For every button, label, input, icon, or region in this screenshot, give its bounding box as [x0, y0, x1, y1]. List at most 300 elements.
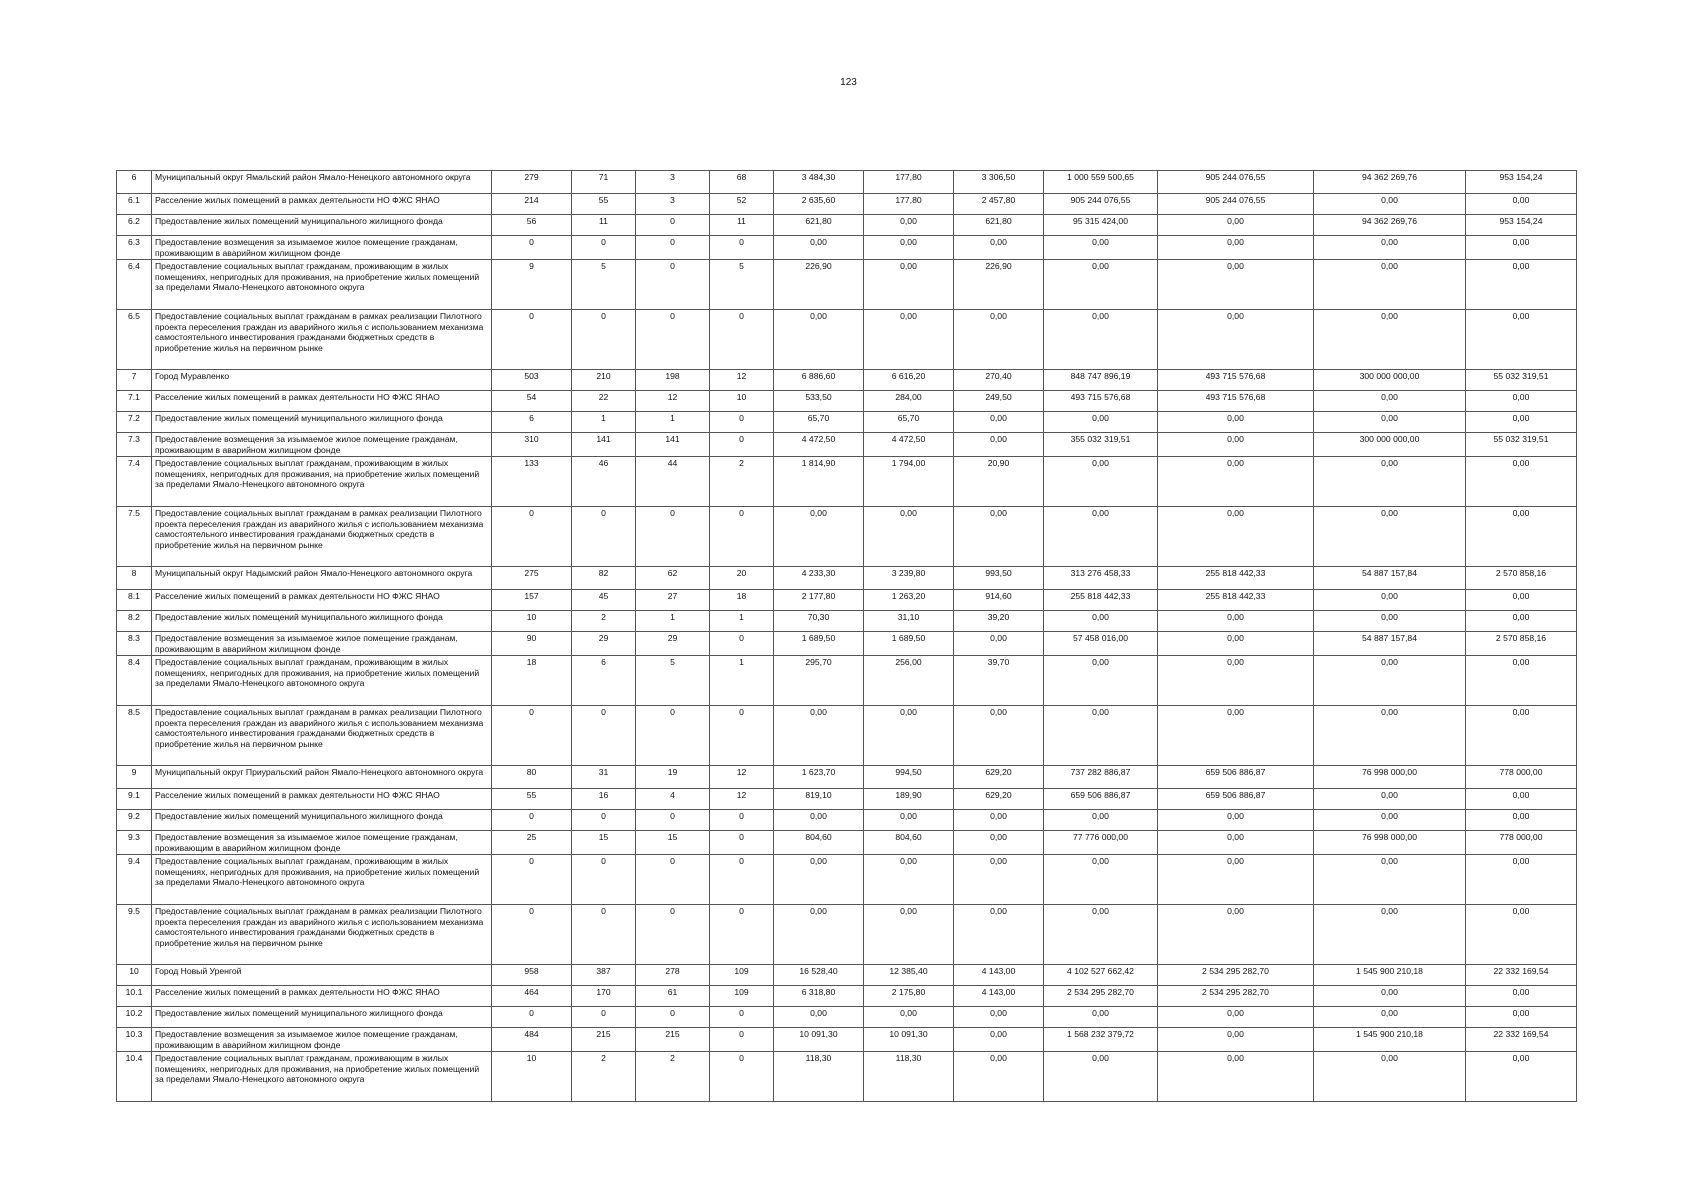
value-cell: 0	[636, 310, 710, 370]
value-cell: 68	[710, 171, 774, 194]
table-row	[117, 1007, 1577, 1028]
value-cell: 31,10	[864, 611, 954, 632]
value-cell: 313 276 458,33	[1044, 567, 1158, 590]
value-cell: 0,00	[1314, 706, 1466, 766]
value-cell: 6 616,20	[864, 370, 954, 391]
row-name-cell: Муниципальный округ Надымский район Ямало-Ненецкого автономного округа	[152, 567, 492, 590]
value-cell: 0,00	[1044, 810, 1158, 831]
value-cell: 226,90	[774, 260, 864, 310]
value-cell: 270,40	[954, 370, 1044, 391]
page-number: 123	[840, 77, 857, 88]
value-cell: 4 472,50	[864, 433, 954, 457]
table-row	[117, 171, 1577, 194]
value-cell: 0,00	[774, 855, 864, 905]
row-name-cell: Предоставление возмещения за изымаемое жилое помещение гражданам, проживающим в аварийном жилищном фонде	[152, 831, 492, 855]
table-row	[117, 766, 1577, 789]
value-cell: 0,00	[1466, 194, 1577, 215]
value-cell: 0,00	[1044, 507, 1158, 567]
value-cell: 55	[492, 789, 572, 810]
value-cell: 0,00	[1158, 310, 1314, 370]
row-name-cell: Расселение жилых помещений в рамках деятельности НО ФЖС ЯНАО	[152, 789, 492, 810]
value-cell: 0,00	[774, 507, 864, 567]
value-cell: 55	[572, 194, 636, 215]
row-number-cell: 8.3	[117, 632, 152, 656]
value-cell: 189,90	[864, 789, 954, 810]
value-cell: 0,00	[954, 632, 1044, 656]
row-name-cell: Предоставление жилых помещений муниципального жилищного фонда	[152, 810, 492, 831]
value-cell: 0	[636, 260, 710, 310]
value-cell: 25	[492, 831, 572, 855]
value-cell: 905 244 076,55	[1044, 194, 1158, 215]
table-row	[117, 831, 1577, 855]
value-cell: 905 244 076,55	[1158, 194, 1314, 215]
value-cell: 310	[492, 433, 572, 457]
row-name-cell: Предоставление жилых помещений муниципального жилищного фонда	[152, 1007, 492, 1028]
value-cell: 57 458 016,00	[1044, 632, 1158, 656]
value-cell: 0	[636, 507, 710, 567]
row-name-cell: Город Муравленко	[152, 370, 492, 391]
value-cell: 629,20	[954, 789, 1044, 810]
value-cell: 0,00	[954, 831, 1044, 855]
value-cell: 0,00	[864, 507, 954, 567]
table-row	[117, 1052, 1577, 1102]
value-cell: 54 887 157,84	[1314, 632, 1466, 656]
value-cell: 0,00	[954, 810, 1044, 831]
value-cell: 255 818 442,33	[1158, 567, 1314, 590]
value-cell: 953 154,24	[1466, 215, 1577, 236]
value-cell: 10 091,30	[774, 1028, 864, 1052]
value-cell: 3 239,80	[864, 567, 954, 590]
value-cell: 0,00	[1314, 391, 1466, 412]
value-cell: 6	[572, 656, 636, 706]
table-row	[117, 370, 1577, 391]
value-cell: 22 332 169,54	[1466, 1028, 1577, 1052]
value-cell: 0,00	[864, 855, 954, 905]
row-number-cell: 9.3	[117, 831, 152, 855]
value-cell: 0,00	[864, 236, 954, 260]
row-name-cell: Муниципальный округ Приуральский район Ямало-Ненецкого автономного округа	[152, 766, 492, 789]
value-cell: 0	[492, 810, 572, 831]
row-name-cell: Расселение жилых помещений в рамках деятельности НО ФЖС ЯНАО	[152, 194, 492, 215]
value-cell: 2 534 295 282,70	[1044, 986, 1158, 1007]
value-cell: 300 000 000,00	[1314, 433, 1466, 457]
value-cell: 0,00	[864, 310, 954, 370]
value-cell: 953 154,24	[1466, 171, 1577, 194]
value-cell: 0,00	[1158, 611, 1314, 632]
value-cell: 629,20	[954, 766, 1044, 789]
value-cell: 255 818 442,33	[1158, 590, 1314, 611]
value-cell: 464	[492, 986, 572, 1007]
value-cell: 0,00	[954, 236, 1044, 260]
value-cell: 0,00	[1044, 1052, 1158, 1102]
table-row	[117, 236, 1577, 260]
value-cell: 177,80	[864, 171, 954, 194]
table-row	[117, 194, 1577, 215]
value-cell: 0,00	[1158, 260, 1314, 310]
value-cell: 0,00	[1044, 706, 1158, 766]
value-cell: 503	[492, 370, 572, 391]
value-cell: 0,00	[1466, 236, 1577, 260]
value-cell: 0,00	[954, 1052, 1044, 1102]
row-number-cell: 8	[117, 567, 152, 590]
row-name-cell: Расселение жилых помещений в рамках деятельности НО ФЖС ЯНАО	[152, 590, 492, 611]
value-cell: 279	[492, 171, 572, 194]
table-row	[117, 905, 1577, 965]
value-cell: 0,00	[1314, 310, 1466, 370]
row-number-cell: 8.4	[117, 656, 152, 706]
value-cell: 3 484,30	[774, 171, 864, 194]
value-cell: 170	[572, 986, 636, 1007]
value-cell: 0	[710, 706, 774, 766]
value-cell: 20	[710, 567, 774, 590]
value-cell: 284,00	[864, 391, 954, 412]
value-cell: 29	[572, 632, 636, 656]
table-row	[117, 260, 1577, 310]
value-cell: 6 318,80	[774, 986, 864, 1007]
value-cell: 2 570 858,16	[1466, 567, 1577, 590]
data-table	[116, 170, 1577, 1102]
value-cell: 133	[492, 457, 572, 507]
value-cell: 0	[636, 706, 710, 766]
value-cell: 44	[636, 457, 710, 507]
value-cell: 0,00	[1044, 412, 1158, 433]
value-cell: 0,00	[1158, 507, 1314, 567]
value-cell: 0,00	[1466, 391, 1577, 412]
row-name-cell: Предоставление социальных выплат гражданам, проживающим в жилых помещениях, непригодных для проживания, на приобретение жилых помещений за пределами Ямало-Ненецкого автономного округа	[152, 260, 492, 310]
value-cell: 0	[636, 855, 710, 905]
value-cell: 9	[492, 260, 572, 310]
value-cell: 15	[636, 831, 710, 855]
value-cell: 493 715 576,68	[1044, 391, 1158, 412]
value-cell: 90	[492, 632, 572, 656]
value-cell: 0,00	[954, 433, 1044, 457]
value-cell: 1 689,50	[864, 632, 954, 656]
row-name-cell: Расселение жилых помещений в рамках деятельности НО ФЖС ЯНАО	[152, 391, 492, 412]
value-cell: 141	[636, 433, 710, 457]
value-cell: 0	[710, 905, 774, 965]
value-cell: 0	[636, 905, 710, 965]
value-cell: 0,00	[1044, 236, 1158, 260]
value-cell: 3	[636, 171, 710, 194]
value-cell: 0,00	[1314, 412, 1466, 433]
value-cell: 278	[636, 965, 710, 986]
row-number-cell: 6.2	[117, 215, 152, 236]
value-cell: 226,90	[954, 260, 1044, 310]
row-number-cell: 10.1	[117, 986, 152, 1007]
row-number-cell: 10.2	[117, 1007, 152, 1028]
value-cell: 0	[710, 1007, 774, 1028]
value-cell: 12	[710, 766, 774, 789]
value-cell: 56	[492, 215, 572, 236]
row-name-cell: Предоставление жилых помещений муниципального жилищного фонда	[152, 412, 492, 433]
value-cell: 71	[572, 171, 636, 194]
value-cell: 0	[710, 433, 774, 457]
row-name-cell: Муниципальный округ Ямальский район Ямало-Ненецкого автономного округа	[152, 171, 492, 194]
value-cell: 484	[492, 1028, 572, 1052]
value-cell: 0,00	[1158, 433, 1314, 457]
value-cell: 18	[492, 656, 572, 706]
row-name-cell: Предоставление социальных выплат гражданам в рамках реализации Пилотного проекта переселения граждан из аварийного жилья с использованием механизма самостоятельного инвестирования гражданами бюджетных средств в приобретение жилья на первичном рынке	[152, 507, 492, 567]
row-name-cell: Расселение жилых помещений в рамках деятельности НО ФЖС ЯНАО	[152, 986, 492, 1007]
value-cell: 54	[492, 391, 572, 412]
value-cell: 4	[636, 789, 710, 810]
table-row	[117, 215, 1577, 236]
value-cell: 295,70	[774, 656, 864, 706]
value-cell: 659 506 886,87	[1158, 789, 1314, 810]
row-number-cell: 6.5	[117, 310, 152, 370]
value-cell: 141	[572, 433, 636, 457]
value-cell: 0,00	[1314, 855, 1466, 905]
value-cell: 0,00	[774, 905, 864, 965]
value-cell: 0,00	[1314, 611, 1466, 632]
row-number-cell: 6.3	[117, 236, 152, 260]
value-cell: 31	[572, 766, 636, 789]
value-cell: 0,00	[1044, 457, 1158, 507]
row-number-cell: 9	[117, 766, 152, 789]
value-cell: 0,00	[954, 1028, 1044, 1052]
value-cell: 70,30	[774, 611, 864, 632]
value-cell: 387	[572, 965, 636, 986]
value-cell: 1 814,90	[774, 457, 864, 507]
value-cell: 0	[572, 310, 636, 370]
value-cell: 6	[492, 412, 572, 433]
row-name-cell: Предоставление социальных выплат гражданам в рамках реализации Пилотного проекта переселения граждан из аварийного жилья с использованием механизма самостоятельного инвестирования гражданами бюджетных средств в приобретение жилья на первичном рынке	[152, 905, 492, 965]
value-cell: 659 506 886,87	[1158, 766, 1314, 789]
value-cell: 0,00	[864, 905, 954, 965]
value-cell: 0,00	[864, 215, 954, 236]
value-cell: 0,00	[1314, 905, 1466, 965]
value-cell: 0	[572, 905, 636, 965]
value-cell: 0	[710, 412, 774, 433]
value-cell: 1 263,20	[864, 590, 954, 611]
value-cell: 12	[710, 789, 774, 810]
row-name-cell: Предоставление жилых помещений муниципального жилищного фонда	[152, 611, 492, 632]
value-cell: 0,00	[774, 706, 864, 766]
value-cell: 493 715 576,68	[1158, 370, 1314, 391]
value-cell: 215	[572, 1028, 636, 1052]
value-cell: 1 623,70	[774, 766, 864, 789]
table-row	[117, 310, 1577, 370]
value-cell: 61	[636, 986, 710, 1007]
table-row	[117, 965, 1577, 986]
value-cell: 46	[572, 457, 636, 507]
value-cell: 22 332 169,54	[1466, 965, 1577, 986]
value-cell: 94 362 269,76	[1314, 215, 1466, 236]
row-name-cell: Предоставление социальных выплат гражданам в рамках реализации Пилотного проекта переселения граждан из аварийного жилья с использованием механизма самостоятельного инвестирования гражданами бюджетных средств в приобретение жилья на первичном рынке	[152, 706, 492, 766]
value-cell: 4 233,30	[774, 567, 864, 590]
value-cell: 0	[710, 310, 774, 370]
row-number-cell: 7.5	[117, 507, 152, 567]
value-cell: 0,00	[954, 412, 1044, 433]
value-cell: 804,60	[774, 831, 864, 855]
row-name-cell: Предоставление жилых помещений муниципального жилищного фонда	[152, 215, 492, 236]
value-cell: 0,00	[1158, 831, 1314, 855]
value-cell: 65,70	[864, 412, 954, 433]
value-cell: 0,00	[1158, 706, 1314, 766]
row-number-cell: 8.1	[117, 590, 152, 611]
value-cell: 0,00	[1314, 1052, 1466, 1102]
value-cell: 0,00	[954, 905, 1044, 965]
value-cell: 0,00	[1158, 1007, 1314, 1028]
value-cell: 0,00	[1158, 656, 1314, 706]
value-cell: 55 032 319,51	[1466, 433, 1577, 457]
value-cell: 0,00	[774, 310, 864, 370]
row-number-cell: 7	[117, 370, 152, 391]
value-cell: 659 506 886,87	[1044, 789, 1158, 810]
value-cell: 20,90	[954, 457, 1044, 507]
value-cell: 0,00	[1314, 986, 1466, 1007]
value-cell: 5	[636, 656, 710, 706]
value-cell: 29	[636, 632, 710, 656]
value-cell: 0,00	[1466, 810, 1577, 831]
value-cell: 0	[710, 1052, 774, 1102]
value-cell: 214	[492, 194, 572, 215]
value-cell: 76 998 000,00	[1314, 766, 1466, 789]
value-cell: 4 102 527 662,42	[1044, 965, 1158, 986]
value-cell: 0,00	[1314, 810, 1466, 831]
row-number-cell: 7.1	[117, 391, 152, 412]
table-row	[117, 507, 1577, 567]
value-cell: 3 306,50	[954, 171, 1044, 194]
value-cell: 65,70	[774, 412, 864, 433]
row-name-cell: Предоставление возмещения за изымаемое жилое помещение гражданам, проживающим в аварийном жилищном фонде	[152, 632, 492, 656]
value-cell: 0,00	[774, 236, 864, 260]
row-number-cell: 7.2	[117, 412, 152, 433]
value-cell: 0	[492, 706, 572, 766]
value-cell: 0,00	[1466, 590, 1577, 611]
value-cell: 737 282 886,87	[1044, 766, 1158, 789]
value-cell: 533,50	[774, 391, 864, 412]
value-cell: 10	[492, 1052, 572, 1102]
value-cell: 39,20	[954, 611, 1044, 632]
value-cell: 0,00	[1466, 310, 1577, 370]
value-cell: 0,00	[1314, 656, 1466, 706]
value-cell: 52	[710, 194, 774, 215]
value-cell: 1	[636, 412, 710, 433]
table-row	[117, 789, 1577, 810]
value-cell: 4 472,50	[774, 433, 864, 457]
value-cell: 109	[710, 986, 774, 1007]
table-row	[117, 632, 1577, 656]
table-row	[117, 391, 1577, 412]
value-cell: 2 175,80	[864, 986, 954, 1007]
value-cell: 0,00	[1158, 1052, 1314, 1102]
value-cell: 1 545 900 210,18	[1314, 1028, 1466, 1052]
value-cell: 256,00	[864, 656, 954, 706]
row-number-cell: 9.2	[117, 810, 152, 831]
value-cell: 0	[492, 1007, 572, 1028]
value-cell: 0	[572, 706, 636, 766]
value-cell: 1	[572, 412, 636, 433]
value-cell: 300 000 000,00	[1314, 370, 1466, 391]
value-cell: 0,00	[1158, 905, 1314, 965]
value-cell: 0	[572, 507, 636, 567]
value-cell: 10	[492, 611, 572, 632]
value-cell: 0	[710, 507, 774, 567]
value-cell: 0	[710, 1028, 774, 1052]
row-number-cell: 7.4	[117, 457, 152, 507]
row-name-cell: Предоставление социальных выплат гражданам, проживающим в жилых помещениях, непригодных для проживания, на приобретение жилых помещений за пределами Ямало-Ненецкого автономного округа	[152, 855, 492, 905]
row-number-cell: 9.1	[117, 789, 152, 810]
value-cell: 177,80	[864, 194, 954, 215]
value-cell: 0,00	[1314, 260, 1466, 310]
table-row	[117, 656, 1577, 706]
value-cell: 215	[636, 1028, 710, 1052]
value-cell: 0	[636, 236, 710, 260]
value-cell: 0,00	[1158, 236, 1314, 260]
value-cell: 0,00	[1314, 507, 1466, 567]
value-cell: 0	[492, 310, 572, 370]
value-cell: 1	[710, 611, 774, 632]
value-cell: 16 528,40	[774, 965, 864, 986]
value-cell: 0,00	[1466, 656, 1577, 706]
row-number-cell: 6.4	[117, 260, 152, 310]
value-cell: 2 570 858,16	[1466, 632, 1577, 656]
row-name-cell: Предоставление социальных выплат гражданам, проживающим в жилых помещениях, непригодных для проживания, на приобретение жилых помещений за пределами Ямало-Ненецкого автономного округа	[152, 1052, 492, 1102]
table-row	[117, 855, 1577, 905]
value-cell: 958	[492, 965, 572, 986]
value-cell: 18	[710, 590, 774, 611]
value-cell: 0,00	[1466, 855, 1577, 905]
value-cell: 0,00	[954, 507, 1044, 567]
value-cell: 80	[492, 766, 572, 789]
value-cell: 109	[710, 965, 774, 986]
row-number-cell: 8.2	[117, 611, 152, 632]
value-cell: 5	[572, 260, 636, 310]
row-name-cell: Город Новый Уренгой	[152, 965, 492, 986]
value-cell: 493 715 576,68	[1158, 391, 1314, 412]
value-cell: 76 998 000,00	[1314, 831, 1466, 855]
value-cell: 0,00	[1466, 706, 1577, 766]
value-cell: 5	[710, 260, 774, 310]
table-row	[117, 457, 1577, 507]
value-cell: 0,00	[954, 855, 1044, 905]
value-cell: 0,00	[864, 260, 954, 310]
value-cell: 778 000,00	[1466, 831, 1577, 855]
value-cell: 0	[710, 831, 774, 855]
value-cell: 3	[636, 194, 710, 215]
value-cell: 0,00	[1044, 656, 1158, 706]
value-cell: 621,80	[774, 215, 864, 236]
value-cell: 19	[636, 766, 710, 789]
value-cell: 0	[492, 855, 572, 905]
value-cell: 12 385,40	[864, 965, 954, 986]
value-cell: 2 534 295 282,70	[1158, 986, 1314, 1007]
value-cell: 2	[572, 611, 636, 632]
table-row	[117, 706, 1577, 766]
table-row	[117, 1028, 1577, 1052]
value-cell: 55 032 319,51	[1466, 370, 1577, 391]
value-cell: 355 032 319,51	[1044, 433, 1158, 457]
value-cell: 848 747 896,19	[1044, 370, 1158, 391]
value-cell: 11	[572, 215, 636, 236]
value-cell: 15	[572, 831, 636, 855]
value-cell: 16	[572, 789, 636, 810]
row-number-cell: 10	[117, 965, 152, 986]
value-cell: 994,50	[864, 766, 954, 789]
value-cell: 0,00	[1466, 1007, 1577, 1028]
row-name-cell: Предоставление социальных выплат гражданам в рамках реализации Пилотного проекта переселения граждан из аварийного жилья с использованием механизма самостоятельного инвестирования гражданами бюджетных средств в приобретение жилья на первичном рынке	[152, 310, 492, 370]
value-cell: 0	[710, 810, 774, 831]
row-number-cell: 9.4	[117, 855, 152, 905]
value-cell: 0,00	[1466, 1052, 1577, 1102]
value-cell: 0,00	[1314, 457, 1466, 507]
value-cell: 993,50	[954, 567, 1044, 590]
value-cell: 0,00	[1158, 632, 1314, 656]
table-row	[117, 433, 1577, 457]
value-cell: 0	[710, 632, 774, 656]
value-cell: 118,30	[864, 1052, 954, 1102]
